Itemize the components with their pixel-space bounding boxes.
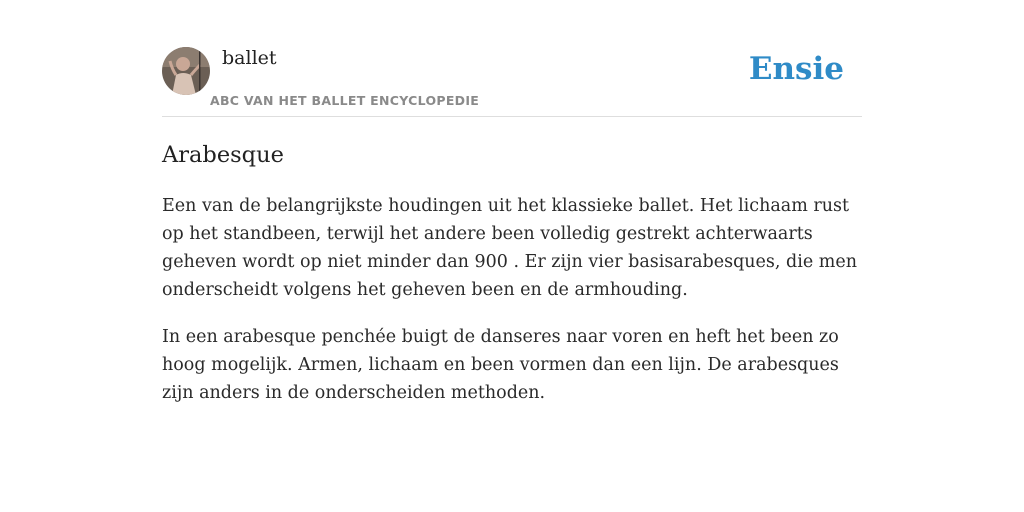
avatar-image: [162, 47, 210, 95]
brand-logo[interactable]: Ensie: [748, 51, 844, 87]
author-avatar[interactable]: [162, 47, 210, 95]
source-link[interactable]: ABC VAN HET BALLET ENCYCLOPEDIE: [210, 93, 480, 108]
topic-link[interactable]: ballet: [222, 47, 277, 69]
article-title: Arabesque: [162, 142, 284, 168]
article-paragraph: In een arabesque penchée buigt de danseres naar voren en heft het been zo hoog mogelijk. Armen, lichaam en been vormen dan een lijn. De arabesques zijn anders in de onderscheiden methoden.: [162, 327, 839, 403]
header: [162, 40, 862, 117]
article-paragraph: Een van de belangrijkste houdingen uit het klassieke ballet. Het lichaam rust op het standbeen, terwijl het andere been volledig gestrekt achterwaarts geheven wordt op niet minder dan 900 . Er zijn vier basisarabesques, die men onderscheidt volgens het geheven been en de armhouding.: [162, 196, 857, 300]
